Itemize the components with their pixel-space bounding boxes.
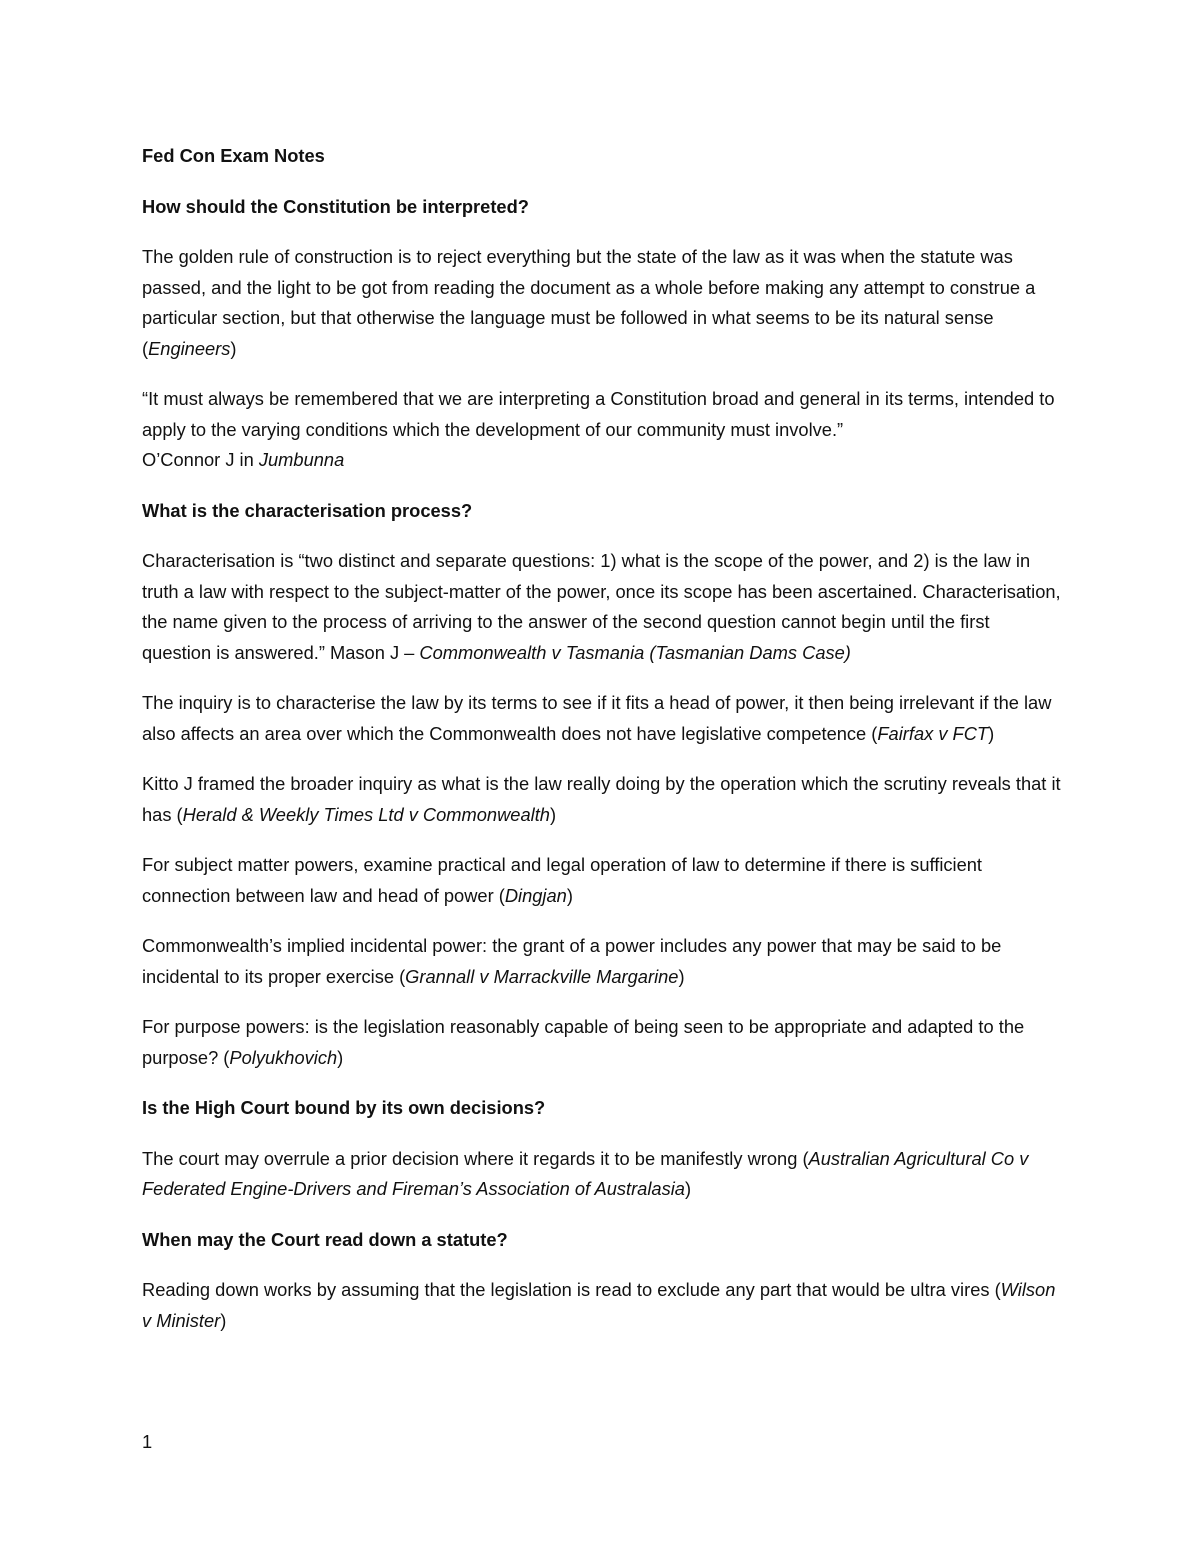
paragraph-text: Commonwealth’s implied incidental power: the grant of a power includes any power that may be said to be incidental to its proper exercise ( — [142, 935, 1002, 987]
paragraph-text: Characterisation is “two distinct and separate questions: 1) what is the scope of the power, and 2) is the law in truth a law with respect to the subject-matter of the power, once its scope has been ascertained. Characterisation, the name given to the process of arriving to the answer of the second question cannot begin until the first question is answered.” Mason J – — [142, 550, 1061, 663]
case-citation: Dingjan — [504, 884, 567, 906]
paragraph-text: For purpose powers: is the legislation reasonably capable of being seen to be appropriate and adapted to the purpose? ( — [142, 1016, 1025, 1068]
case-citation: Herald & Weekly Times Ltd v Commonwealth — [182, 803, 550, 825]
quote-paragraph: “It must always be remembered that we are interpreting a Constitution broad and general in its terms, intended to apply to the varying conditions which the development of our community must involve.” — [142, 388, 1055, 440]
paragraph — [142, 769, 1062, 830]
paragraph-text-end: ) — [678, 965, 685, 987]
case-citation: Jumbunna — [258, 449, 345, 470]
paragraph-text-end: ) — [988, 722, 995, 744]
paragraph — [142, 242, 1062, 364]
section-heading: What is the characterisation process? — [142, 499, 473, 521]
paragraph — [142, 1012, 1062, 1073]
paragraph-text-end: ) — [684, 1178, 692, 1199]
case-citation: Polyukhovich — [229, 1046, 338, 1068]
case-citation: Wilson v Minister — [142, 1279, 1056, 1331]
section-heading: How should the Constitution be interpreted? — [142, 195, 529, 217]
paragraph-text-end: ) — [220, 1309, 227, 1331]
paragraph-text-end: ) — [566, 884, 573, 906]
paragraph-text-end: ) — [230, 337, 237, 359]
section-heading: Is the High Court bound by its own decisions? — [142, 1097, 546, 1118]
case-citation: Commonwealth v Tasmania (Tasmanian Dams Case) — [419, 641, 851, 663]
case-citation: Engineers — [148, 337, 231, 359]
paragraph — [142, 688, 1062, 749]
case-citation: Grannall v Marrackville Margarine — [405, 965, 679, 987]
paragraph-text: The inquiry is to characterise the law by its terms to see if it fits a head of power, it then being irrelevant if the law also affects an area over which the Commonwealth does not have legislative competence ( — [142, 692, 1052, 744]
quote-attribution — [142, 445, 1062, 476]
page-number: 1 — [142, 1431, 153, 1452]
paragraph-text: Kitto J framed the broader inquiry as what is the law really doing by the operation which the scrutiny reveals that it has ( — [142, 773, 1061, 825]
attribution-text: O’Connor J in — [142, 449, 259, 470]
case-citation: Fairfax v FCT — [877, 722, 989, 744]
paragraph — [142, 1275, 1062, 1336]
document-body — [142, 141, 1062, 1356]
document-title: Fed Con Exam Notes — [142, 145, 325, 166]
section-heading: When may the Court read down a statute? — [142, 1228, 508, 1250]
paragraph-text-end: ) — [549, 803, 557, 825]
paragraph-text-end: ) — [337, 1046, 344, 1068]
paragraph — [142, 850, 1062, 911]
paragraph-text: The court may overrule a prior decision where it regards it to be manifestly wrong ( — [142, 1147, 809, 1169]
paragraph — [142, 546, 1062, 668]
paragraph-text: For subject matter powers, examine practical and legal operation of law to determine if there is sufficient connection between law and head of power ( — [142, 854, 983, 906]
paragraph-text: Reading down works by assuming that the legislation is read to exclude any part that would be ultra vires ( — [142, 1279, 1001, 1300]
paragraph — [142, 1144, 1062, 1205]
paragraph — [142, 931, 1062, 992]
paragraph-text: The golden rule of construction is to reject everything but the state of the law as it was when the statute was passed, and the light to be got from reading the document as a whole before making any attempt to construe a particular section, but that otherwise the language must be followed in what seems to be its natural sense ( — [142, 246, 1036, 359]
case-citation: Australian Agricultural Co v Federated Engine-Drivers and Fireman’s Association of Australasia — [142, 1147, 1029, 1199]
